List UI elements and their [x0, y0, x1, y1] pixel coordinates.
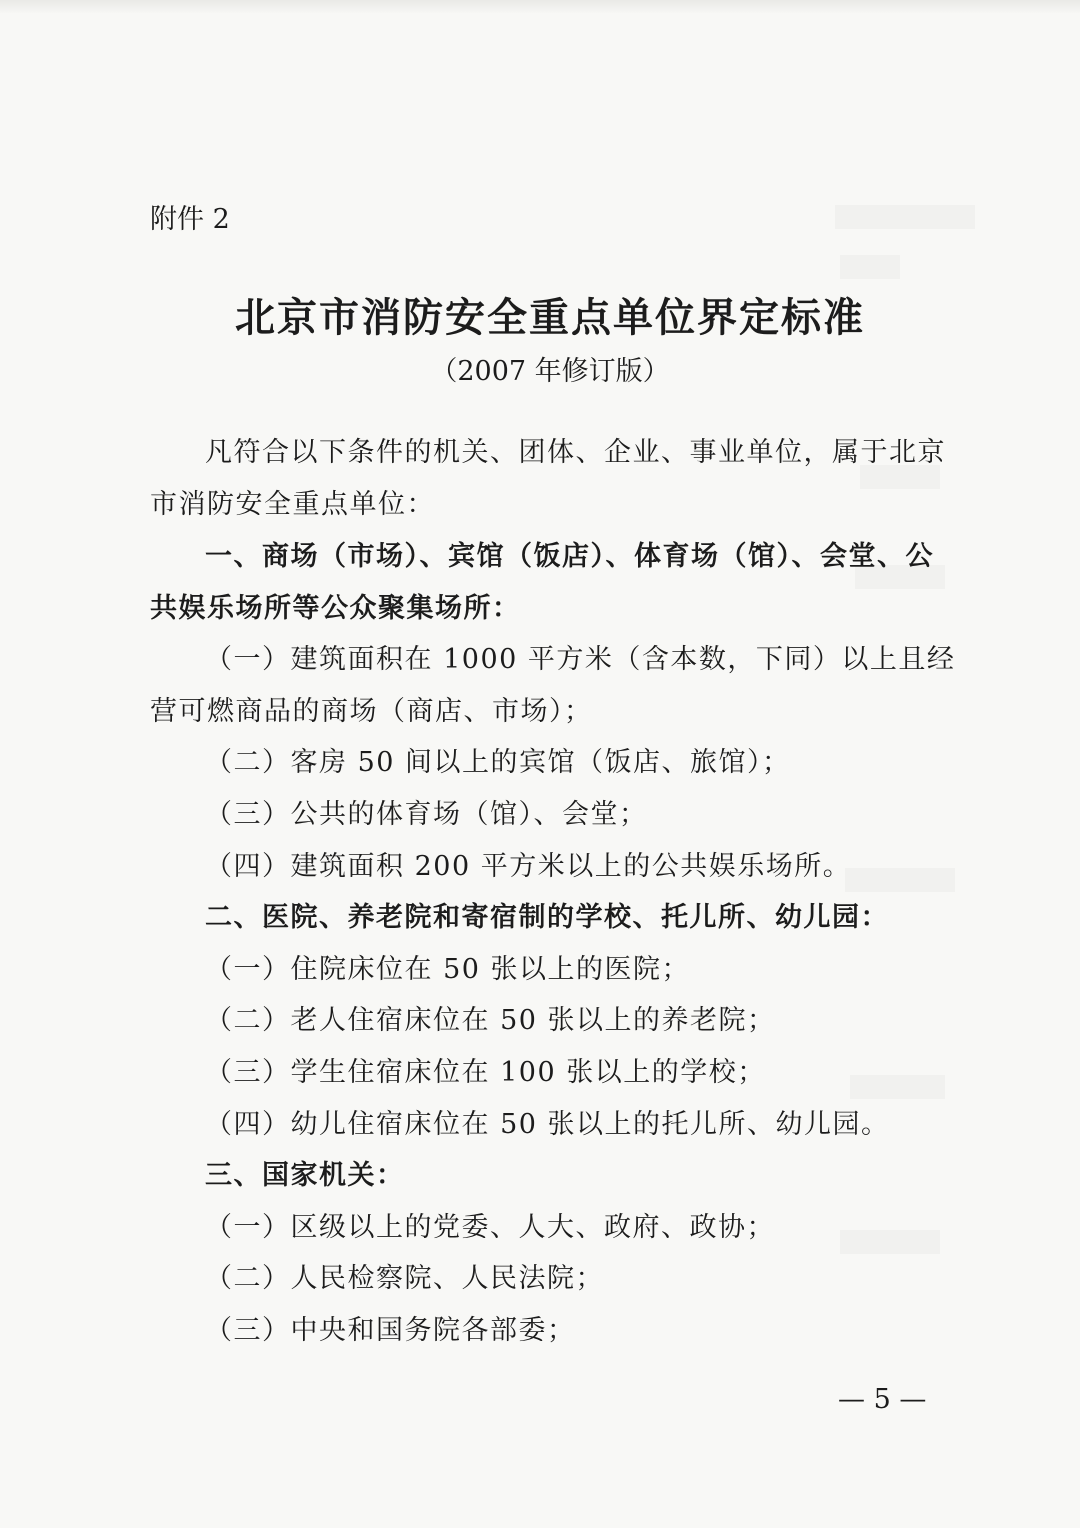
intro-line-1: 凡符合以下条件的机关、团体、企业、事业单位，属于北京 — [205, 437, 946, 468]
section-2-item-4: （四）幼儿住宿床位在 50 张以上的托儿所、幼儿园。 — [205, 1109, 890, 1140]
page-number: — 5 — — [838, 1384, 927, 1415]
scan-edge-shadow — [0, 0, 1080, 14]
document-title: 北京市消防安全重点单位界定标准 — [235, 294, 865, 341]
intro-line-2: 市消防安全重点单位： — [150, 489, 435, 520]
section-1-heading-line-2: 共娱乐场所等公众聚集场所： — [150, 593, 521, 624]
document-subtitle: （2007 年修订版） — [430, 356, 670, 387]
section-3-item-2: （二）人民检察院、人民法院； — [205, 1263, 604, 1294]
attachment-label: 附件 2 — [150, 204, 230, 235]
section-1-item-1-line-2: 营可燃商品的商场（商店、市场）； — [150, 696, 593, 727]
section-1-item-4: （四）建筑面积 200 平方米以上的公共娱乐场所。 — [205, 851, 852, 882]
section-1-heading-line-1: 一、商场（市场）、宾馆（饭店）、体育场（馆）、会堂、公 — [205, 541, 934, 572]
section-3-heading: 三、国家机关： — [205, 1160, 405, 1191]
section-2-item-1: （一）住院床位在 50 张以上的医院； — [205, 954, 691, 985]
section-3-item-3: （三）中央和国务院各部委； — [205, 1315, 576, 1346]
section-3-item-1: （一）区级以上的党委、人大、政府、政协； — [205, 1212, 775, 1243]
section-1-item-3: （三）公共的体育场（馆）、会堂； — [205, 799, 648, 830]
section-2-item-3: （三）学生住宿床位在 100 张以上的学校； — [205, 1057, 766, 1088]
section-1-item-1-line-1: （一）建筑面积在 1000 平方米（含本数，下同）以上且经 — [205, 644, 956, 675]
section-2-item-2: （二）老人住宿床位在 50 张以上的养老院； — [205, 1005, 776, 1036]
section-1-item-2: （二）客房 50 间以上的宾馆（饭店、旅馆）； — [205, 747, 791, 778]
section-2-heading: 二、医院、养老院和寄宿制的学校、托儿所、幼儿园： — [205, 902, 889, 933]
